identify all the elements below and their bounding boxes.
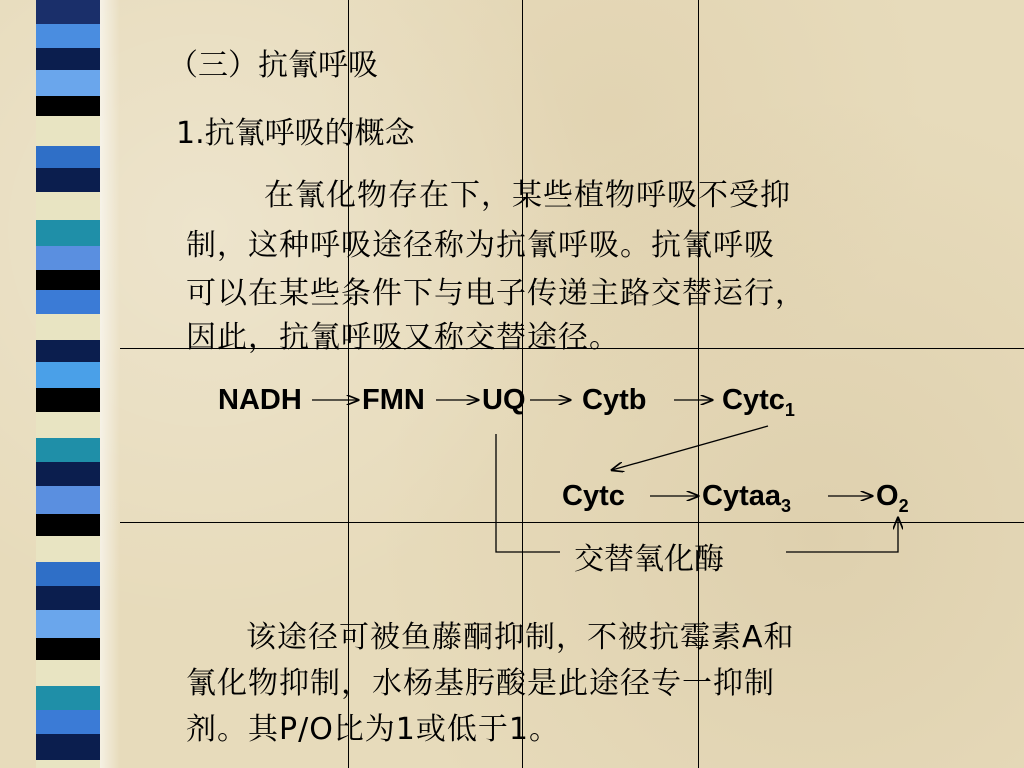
pathway-o2: $O_2$: [876, 480, 909, 516]
pathway-uq: UQ: [482, 384, 526, 416]
paragraph2-line: 剂。其P/O比为1或低于1。: [186, 712, 560, 747]
pathway-nadh: NADH: [218, 384, 302, 416]
paragraph1-line: 制，这种呼吸途径称为抗氰呼吸。抗氰呼吸: [186, 228, 775, 263]
alt-path-right: [786, 518, 898, 552]
section-title: （三）抗氰呼吸: [168, 48, 378, 83]
paragraph2-line: 氰化物抑制，水杨基肟酸是此途径专一抑制: [186, 666, 775, 701]
pathway-cytc: Cytc: [562, 480, 625, 512]
pathway-fmn: FMN: [362, 384, 425, 416]
subsection-title: 1.抗氰呼吸的概念: [176, 116, 415, 151]
paragraph1-line: 在氰化物存在下，某些植物呼吸不受抑: [264, 178, 791, 213]
paragraph2-line: 该途径可被鱼藤酮抑制，不被抗霉素A和: [246, 620, 795, 655]
pathway-cytaa3: Cytaa$_3$: [702, 480, 792, 516]
pathway-cytb: Cytb: [582, 384, 647, 416]
alternative-oxidase-label: 交替氧化酶: [574, 542, 724, 577]
paragraph1-line: 可以在某些条件下与电子传递主路交替运行，: [186, 276, 806, 311]
arrow-cytc1-cytc: [612, 426, 768, 470]
pathway-cytc1: Cytc$_1$: [722, 384, 795, 420]
paragraph1-line: 因此，抗氰呼吸又称交替途径。: [186, 320, 620, 355]
alt-path-left: [496, 434, 560, 552]
